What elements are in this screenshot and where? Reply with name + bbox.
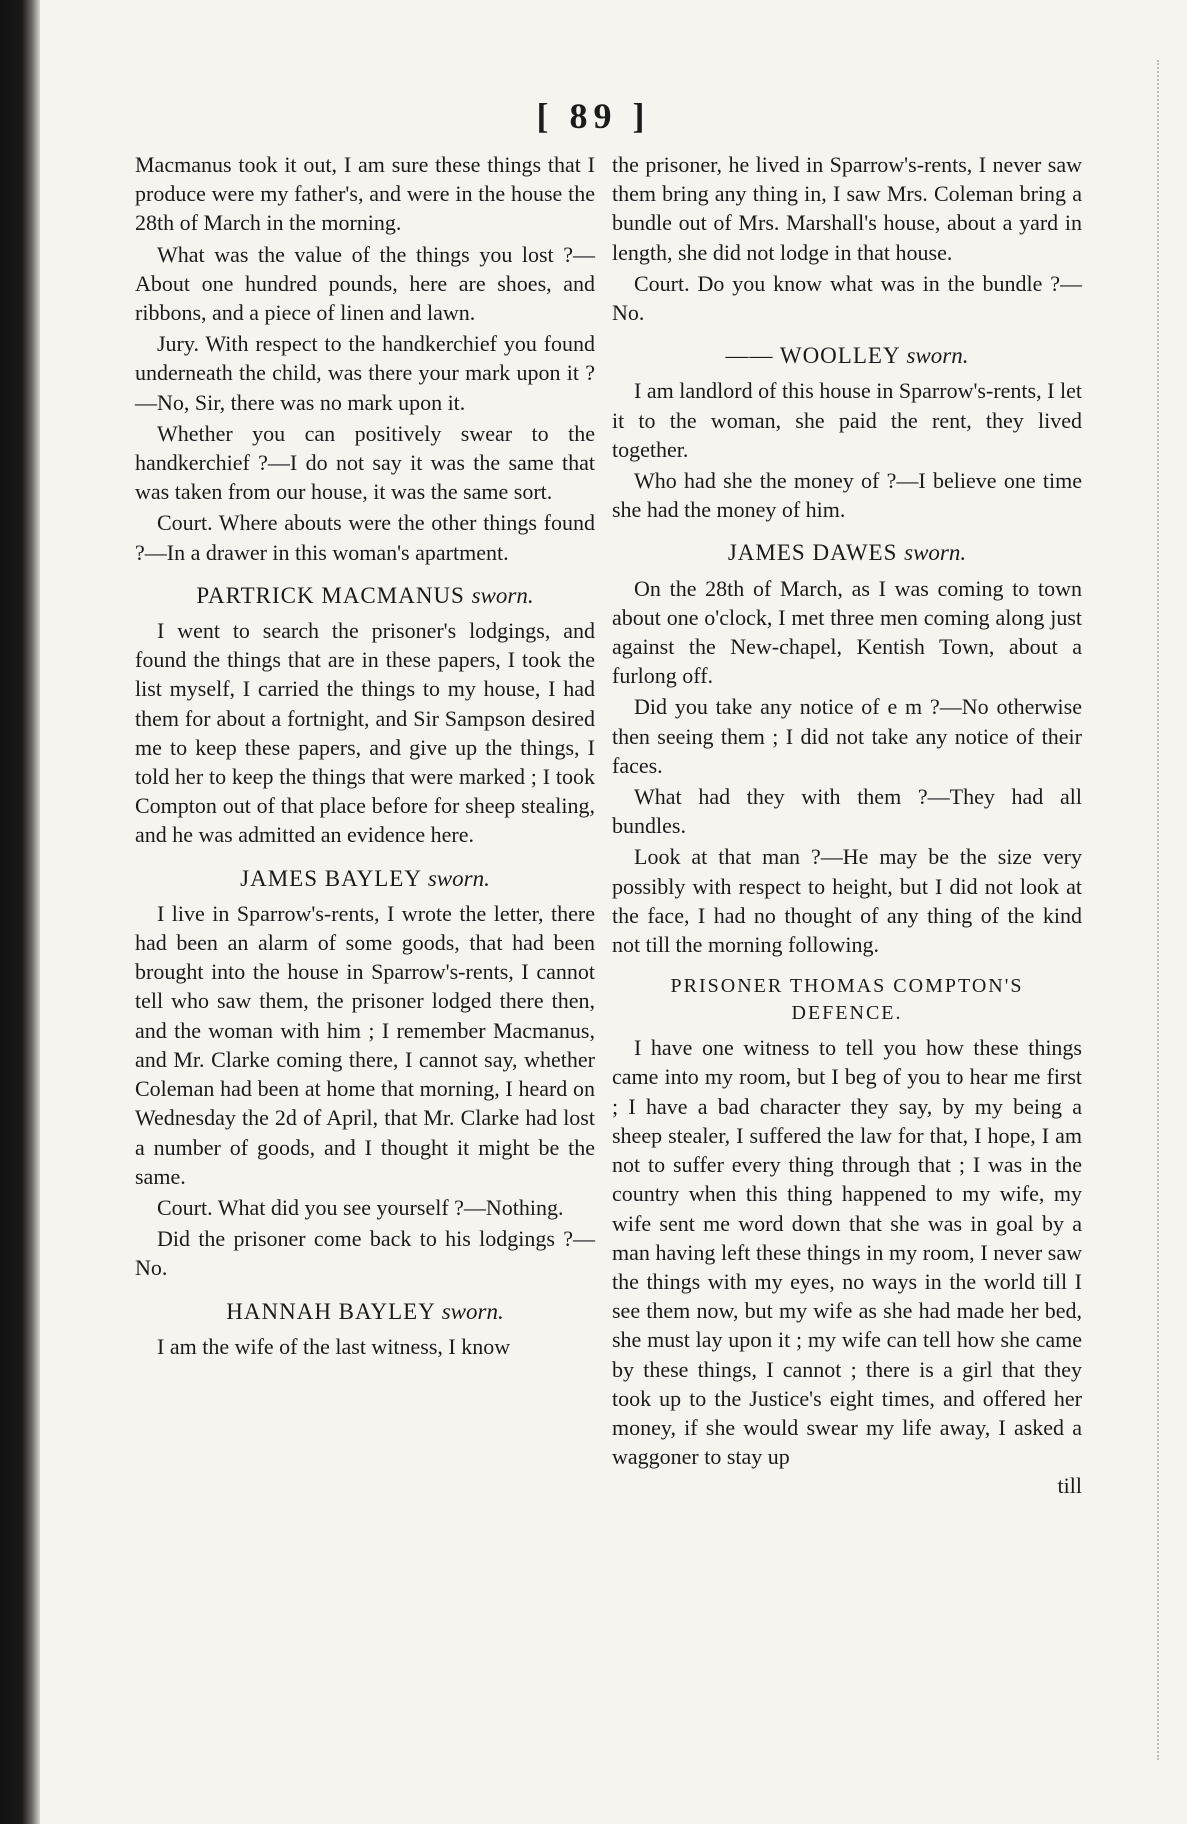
right-column xyxy=(612,150,1082,1501)
paragraph: the prisoner, he lived in Sparrow's-rents, I never saw them bring any thing in, I saw Mrs. Coleman bring a bundle out of Mrs. Marshall's house, about a yard in length, she did not lodge in that house. xyxy=(612,152,1082,265)
paragraph: Who had she the money of ?—I believe one time she had the money of him. xyxy=(612,468,1082,523)
sworn-label: sworn. xyxy=(904,540,967,566)
paragraph: I have one witness to tell you how these things came into my room, but I beg of you to hear me first ; I have a bad character they say, by my being a sheep stealer, I suffered the law for that, I hope, I am not to suffer every thing through that ; I was in the country when this thing happened to my wife, my wife sent me word down that she was in goal by a man having left these things in my room, I never saw the things with my eyes, no ways in the world till I see them now, but my wife as she had made her bed, she must lay upon it ; my wife can tell how she came by these things, I cannot ; there is a girl that they took up to the Justice's eight times, and offered her money, if she would swear my life away, I asked a waggoner to stay up xyxy=(612,1035,1082,1470)
paragraph: I am the wife of the last witness, I know xyxy=(157,1333,511,1359)
paragraph: I am landlord of this house in Sparrow's-rents, I let it to the woman, she paid the rent, they lived together. xyxy=(612,378,1082,462)
paragraph: I live in Sparrow's-rents, I wrote the letter, there had been an alarm of some goods, that had been brought into the house in Sparrow's-rents, I cannot tell who saw them, the prisoner lodged there then, and the woman with him ; I remember Macmanus, and Mr. Clarke coming there, I cannot say, whether Coleman had been at home that morning, I heard on Wednesday the 2d of April, that Mr. Clarke had lost a number of goods, and I thought it might be the same. xyxy=(135,900,595,1189)
witness-heading xyxy=(612,341,1082,370)
witness-name: PARTRICK MACMANUS xyxy=(196,582,465,608)
paragraph: Whether you can positively swear to the handkerchief ?—I do not say it was the same that was taken from our house, it was the same sort. xyxy=(135,420,595,505)
witness-name: JAMES BAYLEY xyxy=(240,865,422,891)
page-number: [ 89 ] xyxy=(536,96,651,136)
paragraph: What had they with them ?—They had all bundles. xyxy=(612,784,1082,839)
paragraph: Did the prisoner come back to his lodgings ?—No. xyxy=(135,1226,595,1281)
paragraph: On the 28th of March, as I was coming to town about one o'clock, I met three men coming along just against the New-chapel, Kentish Town, about a furlong off. xyxy=(612,575,1082,689)
paragraph: Court. What did you see yourself ?—Nothing. xyxy=(157,1194,564,1220)
paragraph: Did you take any notice of e m ?—No otherwise then seeing them ; I did not take any notice of their faces. xyxy=(612,694,1082,778)
page-edge-marks xyxy=(1157,60,1187,1760)
paragraph: I went to search the prisoner's lodgings, and found the things that are in these papers, I took the list myself, I carried the things to my house, I had them for about a fortnight, and Sir Sampson desired me to keep these papers, and give up the things, I told her to keep the things that were marked ; I took Compton out of that place before for sheep stealing, and he was admitted an evidence here. xyxy=(135,618,595,848)
witness-heading xyxy=(612,538,1082,567)
sworn-label: sworn. xyxy=(441,1298,504,1324)
witness-heading xyxy=(135,864,595,893)
witness-heading xyxy=(135,1297,595,1326)
sworn-label: sworn. xyxy=(906,343,969,369)
paragraph: What was the value of the things you lost ?—About one hundred pounds, here are shoes, and ribbons, and a piece of linen and lawn. xyxy=(135,241,595,326)
paragraph: Jury. With respect to the handkerchief you found underneath the child, was there your mark upon it ?—No, Sir, there was no mark upon it. xyxy=(135,331,595,415)
paragraph: Court. Where abouts were the other things found ?—In a drawer in this woman's apartment. xyxy=(135,510,595,565)
witness-name: —— WOOLLEY xyxy=(725,343,900,369)
sworn-label: sworn. xyxy=(427,865,490,891)
defence-heading: PRISONER THOMAS COMPTON'S DEFENCE. xyxy=(670,975,1024,1025)
witness-name: JAMES DAWES xyxy=(727,540,898,566)
paragraph: Court. Do you know what was in the bundle ?—No. xyxy=(612,270,1082,326)
witness-heading xyxy=(135,581,595,610)
sworn-label: sworn. xyxy=(471,582,534,608)
paragraph: Look at that man ?—He may be the size very possibly with respect to height, but I did not look at the face, I had no thought of any thing of the kind not till the morning following. xyxy=(612,844,1082,958)
catchword: till xyxy=(1057,1473,1082,1499)
witness-name: HANNAH BAYLEY xyxy=(226,1298,435,1324)
paragraph: Macmanus took it out, I am sure these things that I produce were my father's, and were in the house the 28th of March in the morning. xyxy=(135,152,595,236)
left-column xyxy=(135,150,595,1363)
page-binding-shadow xyxy=(0,0,40,1824)
